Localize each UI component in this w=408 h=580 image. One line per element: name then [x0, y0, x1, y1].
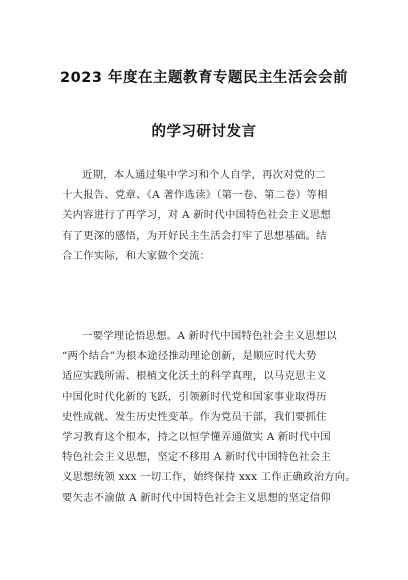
paragraph-line: 学习教育这个根本，持之以恒学懂弄通做实 A 新时代中国 [62, 431, 331, 444]
paragraph-line: 有了更深的感悟，为开好民主生活会打牢了思想基础。结 [62, 229, 327, 242]
paragraph-line: 十大报告、党章、《A 著作选读》（第一卷、第二卷）等相 [62, 189, 328, 202]
paragraph-line: 史性成就、发生历史性变革。作为党员干部，我们要抓住 [62, 410, 327, 423]
paragraph-intro [62, 165, 362, 266]
paragraph-line: 要矢志不渝做 A 新时代中国特色社会主义思想的坚定信仰 [62, 491, 331, 504]
paragraph-line: 义思想统领 xxx 一切工作，始终保持 xxx 工作正确政治方向。 [62, 471, 356, 484]
paragraph-line: 中国化时代化新的飞跃，引领新时代党和国家事业取得历 [62, 390, 327, 403]
paragraph-line: 关内容进行了再学习，对 A 新时代中国特色社会主义思想 [62, 209, 331, 222]
document-title-line-1: 2023 年度在主题教育专题民主生活会会前 [60, 70, 348, 86]
paragraph-line: 近期，本人通过集中学习和个人自学，再次对党的二 [82, 169, 326, 181]
document-title-line-2: 的学习研讨发言 [151, 124, 257, 140]
paragraph-line: 特色社会主义思想，坚定不移用 A 新时代中国特色社会主 [62, 451, 331, 464]
paragraph-line: 适应实践所需、根植文化沃土的科学真理，以马克思主义 [62, 370, 327, 383]
paragraph-line: 一要学理论悟思想。A 新时代中国特色社会主义思想以 [82, 330, 337, 342]
paragraph-line: 合工作实际，和大家做个交流： [62, 249, 211, 262]
paragraph-study-theory [62, 326, 362, 508]
paragraph-line: “两个结合”为根本途径推动理论创新，是顺应时代大势 [62, 350, 317, 363]
